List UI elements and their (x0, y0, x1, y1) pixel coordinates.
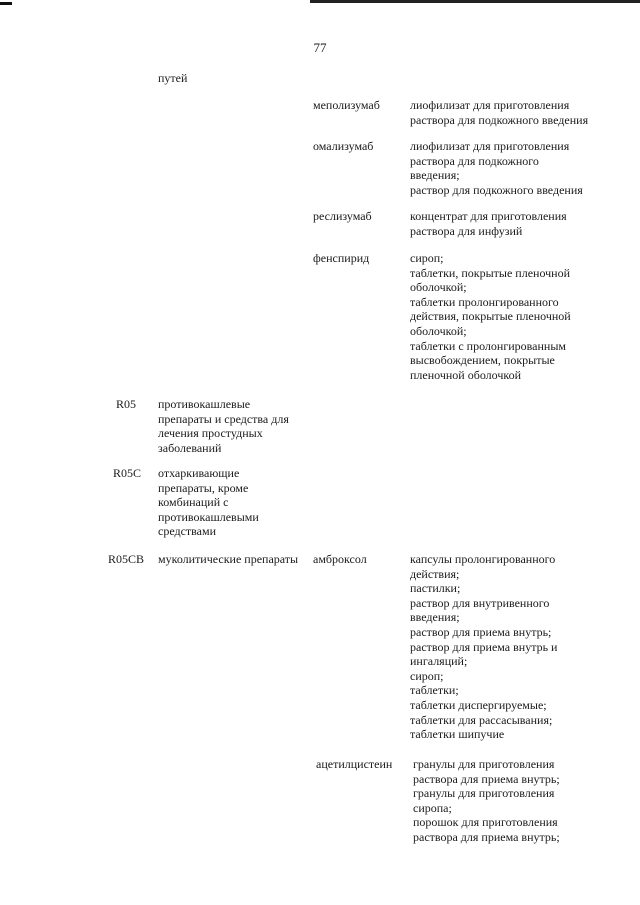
forms-acetylcysteine (413, 757, 560, 845)
continued-fragment: путей (158, 71, 188, 85)
form-line: введения; (410, 610, 460, 625)
form-line: сироп; (410, 668, 444, 683)
form-line: раствора для приема внутрь; (413, 771, 560, 786)
forms-mepolizumab (410, 98, 588, 127)
drug-name-fenspiride: фенспирид (313, 251, 370, 265)
form-line: ингаляций; (410, 654, 468, 669)
desc-line: препараты и средства для (158, 411, 289, 426)
form-line: таблетки; (410, 683, 459, 698)
form-line: лиофилизат для приготовления (410, 139, 570, 153)
form-line: действия, покрытые пленочной (410, 309, 571, 324)
atc-code-r05c: R05C (113, 466, 142, 480)
page-number: 77 (313, 40, 327, 55)
desc-line: комбинаций с (158, 495, 229, 510)
form-line: действия; (410, 566, 460, 581)
form-line: таблетки пролонгированного (410, 294, 559, 309)
desc-line: лечения простудных (158, 426, 263, 441)
desc-line: противокашлевыми (158, 509, 259, 524)
form-line: раствор для приема внутрь; (410, 624, 552, 639)
form-line: порошок для приготовления (413, 815, 558, 830)
form-line: оболочкой; (410, 323, 467, 338)
scan-mark-top (310, 0, 640, 3)
desc-line: средствами (158, 524, 217, 539)
desc-line: противокашлевые (158, 397, 251, 411)
form-line: пастилки; (410, 581, 461, 596)
form-line: гранулы для приготовления (413, 757, 555, 771)
atc-desc-r05cb (158, 552, 298, 567)
form-line: раствор для подкожного введения (410, 182, 583, 197)
atc-code-r05cb: R05CB (108, 552, 145, 566)
desc-line: муколитические препараты (158, 552, 299, 566)
form-line: таблетки диспергируемые; (410, 697, 547, 712)
form-line: введения; (410, 168, 460, 183)
drug-name-acetylcysteine: ацетилцистеин (316, 757, 393, 771)
form-line: раствор для приема внутрь и (410, 639, 558, 654)
desc-line: препараты, кроме (158, 480, 249, 495)
form-line: раствора для инфузий (410, 223, 523, 238)
form-line: гранулы для приготовления (413, 786, 555, 801)
forms-reslizumab (410, 209, 567, 238)
atc-desc-r05c (158, 466, 259, 539)
form-line: лиофилизат для приготовления (410, 98, 570, 112)
form-line: таблетки, покрытые пленочной (410, 265, 571, 280)
form-line: таблетки для рассасывания; (410, 712, 553, 727)
drug-name-omalizumab: омализумаб (313, 139, 374, 153)
atc-desc-r05 (158, 397, 289, 455)
desc-line: отхаркивающие (158, 466, 240, 480)
scan-mark-left (0, 2, 12, 5)
forms-omalizumab (410, 139, 583, 197)
form-line: раствора для подкожного (410, 153, 539, 168)
form-line: раствора для приема внутрь; (413, 829, 560, 844)
drug-name-reslizumab: реслизумаб (313, 209, 372, 223)
form-line: пленочной оболочкой (410, 367, 522, 382)
form-line: таблетки с пролонгированным (410, 338, 567, 353)
forms-fenspiride (410, 251, 571, 382)
form-line: сиропа; (413, 800, 452, 815)
form-line: таблетки шипучие (410, 727, 505, 742)
form-line: раствора для подкожного введения (410, 112, 589, 127)
form-line: оболочкой; (410, 280, 467, 295)
form-line: высвобождением, покрытые (410, 353, 555, 368)
drug-name-mepolizumab: меполизумаб (313, 98, 380, 112)
atc-code-r05: R05 (116, 397, 137, 411)
forms-ambroxol (410, 552, 557, 742)
form-line: капсулы пролонгированного (410, 552, 556, 566)
form-line: концентрат для приготовления (410, 209, 567, 223)
drug-name-ambroxol: амброксол (313, 552, 367, 566)
form-line: сироп; (410, 251, 444, 265)
desc-line: заболеваний (158, 440, 222, 455)
form-line: раствор для внутривенного (410, 595, 550, 610)
